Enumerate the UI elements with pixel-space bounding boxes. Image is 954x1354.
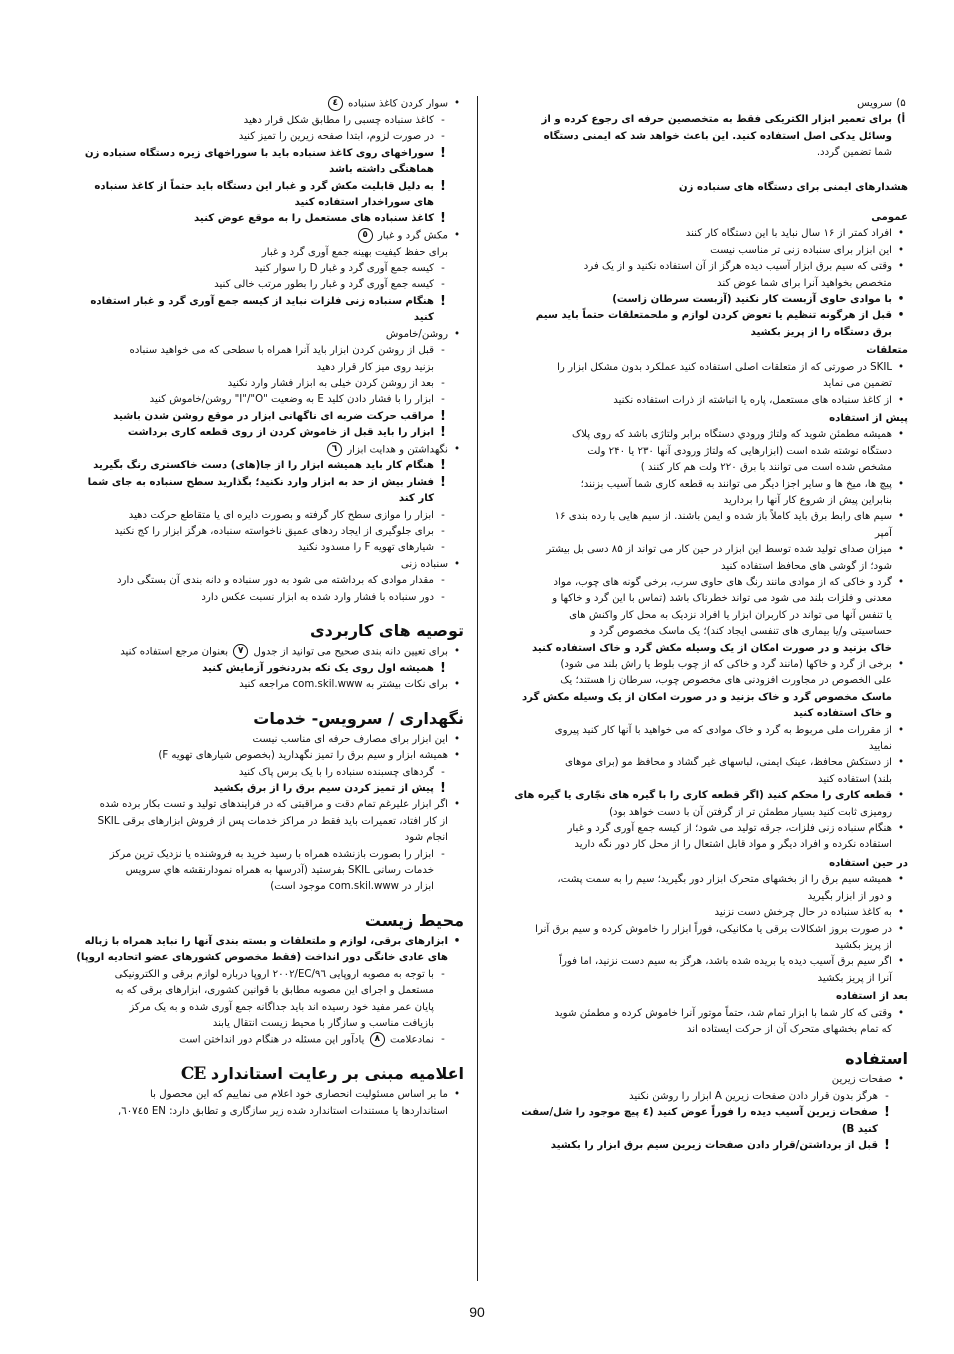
warning-icon: !	[884, 1105, 890, 1121]
warning-icon: !	[440, 178, 446, 194]
list-item: - ابزار را موازی سطح کار گرفته و بصورت دایره ای یا متقاطع حرکت دهید	[128, 509, 445, 521]
list-item: - ابزار را بصورت بازنشده همراه با رسید خرید به فروشنده یا نزدیک ترین مرکز	[109, 848, 445, 860]
figure-ref-icon: ٥	[358, 228, 373, 243]
list-item: • قطعه کاری را محکم کنید (اگر قطعه کاری را با گیره های نجّاری یا گیره های	[514, 790, 904, 802]
list-item: • برای تعیین دانه بندی صحیح می توانید از جدول ٧ بعنوان مرجع استفاده کنید	[120, 646, 460, 658]
after-use-heading: بعد از استفاده	[836, 991, 908, 1003]
service-item-a: أ) برای تعمیر ابزار الکتریکی فقط به متخصصین حرفه ای رجوع کرده و از	[541, 114, 906, 126]
list-item: • پیچ ها، میخ ها و سایر اجزا دیگر می توانند به قطعه کاری شما آسیب بزنند؛	[580, 478, 904, 490]
list-item: - برای جلوگیری از ایجاد ردهای عمیق ناخواسته سنباده، هرگز ابزار را کج نکنید	[114, 526, 445, 538]
sander-safety-heading: هشدارهای ایمنی برای دستگاه های سنباده زن	[678, 181, 908, 193]
warning-item: ! کاغذ سنباده های مستعمل را به موقع عوض کنید	[50, 211, 464, 227]
list-item: - شیارهای تهویه F را مسدود نکنید	[297, 542, 445, 554]
warning-icon: !	[440, 211, 446, 227]
list-item: • روشن/خاموش	[385, 328, 460, 340]
list-item: • مکش گرد و غبار ٥	[50, 228, 464, 245]
warning-item: ! فشار بیش از حد به ابزار وارد نکنید؛ بگذارید سطح سنباده به جای شما	[50, 475, 464, 491]
before-use-heading: پیش از استفاده	[829, 412, 908, 424]
usage-title: استفاده	[845, 1049, 908, 1069]
ce-declaration-title: اعلامیه مبنی بر رعایت استاندارد CE	[180, 1064, 464, 1085]
list-item: - قبل از روشن کردن ابزار باید آنرا همراه با سطحی که می خواهید سنباده	[129, 345, 445, 357]
warning-item: ! پیش از تمیز کردن سیم برق را از برق بکشید	[50, 781, 464, 797]
list-item: - نمادعلامت ٨ یادآور این مسئله در هنگام دور انداختن است	[179, 1034, 445, 1046]
accessories-heading: متعلقات	[866, 345, 908, 357]
warning-item: ! هنگام کار باید همیشه ابزار را از جا(های) دست خاکستری رنگ بگیرید	[50, 458, 464, 474]
list-item: - کاغذ سنباده چسبی را مطابق شکل قرار دهید	[243, 114, 445, 126]
general-heading: عمومی	[871, 212, 908, 224]
warning-icon: !	[440, 293, 446, 309]
tips-title: توصیه های کاربردی	[310, 621, 464, 641]
warning-icon: !	[440, 474, 446, 490]
list-item: - هرگز بدون قرار دادن صفحات زیرین A ابزار را روشن نکنید	[629, 1090, 889, 1102]
list-item: • وقتی که سیم برق ابزار آسیب دیده هرگز از آن استفاده نکنید و از یک فرد	[583, 261, 904, 273]
warning-item: ! صفحات زیرین آسیب دیده را فوراً عوض کنید (٤ پیچ موجود را شل/سفت	[488, 1105, 908, 1121]
list-item: • وقتی که کار شما با ابزار تمام شد، حتماً موتور آنرا خاموش کرده و مطمئن شوید	[554, 1007, 904, 1019]
warning-icon: !	[440, 145, 446, 161]
figure-ref-icon: ٧	[233, 644, 248, 659]
list-item: - دور سنباده با فشار وارد شده به ابزار نسبت عکس دارد	[201, 591, 445, 603]
warning-icon: !	[884, 1137, 890, 1153]
list-item: • همیشه مطمئن شوید که ولتاژ ورودي دستگاه برابر ولتاژی باشد که روی پلاک	[572, 429, 904, 441]
warning-item: ! مراقب حرکت ضربه ای ناگهانی ابزار در موقع روشن شدن باشید	[50, 409, 464, 425]
warning-icon: !	[440, 781, 446, 797]
warning-icon: !	[440, 408, 446, 424]
left-column: • سوار کردن کاغذ سنباده ٤ - کاغذ سنباده چسبی را مطابق شکل قرار دهید - در صورت لزوم، ابتدا صفحه زیرین را تمیز کنید ! سوراخهای روی کاغذ سنباده باید با سوراخهای زیره دستگاه سنباده زن هماهنگی داشته باشد ! به دلیل قابلیت مکش گرد و غبار این دستگاه باید حتماً از کاغذ سنباده های سوراخدار استفاده کنید ! کاغذ سنباده های مستعمل را به موقع عوض کنید • مکش گرد و غبار ٥ برای حفظ کیفیت بهینه جمع آوری گرد و غبار - کیسه جمع آوری گرد و غبار D را سوار کنید - کیسه جمع آوری گرد و غبار را بطور مرتب خالی کنید ! هنگام سنباده زنی فلزات نباید از کیسه جمع آوری گرد و غبار استفاده کنید • روشن/خاموش - قبل از روشن کردن ابزار باید آنرا همراه با سطحی که می خواهید سنباده بزنید روی میز کار قرار دهید - بعد از روشن کردن خیلی به ابزار فشار وارد نکنید - ابزار را با فشار دادن کلید E به وضعیت "I"/"O" روشن/خاموش کنید ! مراقب حرکت ضربه ای ناگهانی ابزار در موقع روشن شدن باشید ! ابزار را باید قبل از خاموش کردن از روی قطعه کاری برداشت • نگهداشتن و هدایت ابزار ٦ ! هنگام کار باید همیشه ابزار را از جا(های) دست خاکستری رنگ بگیرید ! فشار بیش از حد به ابزار وارد نکنید؛ بگذارید سطح سنباده به جای شما کار کند - ابزار را موازی سطح کار گرفته و بصورت دایره ای یا متقاطع حرکت دهید - برای جلوگیری از ایجاد ردهای عمیق ناخواسته سنباده، هرگز ابزار را کج نکنید - شیارهای تهویه F را مسدود نکنید • سنباده زنی - مقدار موادی که برداشته می شود به دور سنباده و دانه بندی آن بستگی دارد - دور سنباده با فشار وارد شده به ابزار نسبت عکس دارد توصیه های کاربردی • برای تعیین دانه بندی صحیح می توانید از جدول ٧ بعنوان مرجع استفاده کنید ! همیشه اول روی یک تکه بدردنخور آزمایش کنید • برای نکات بیشتر به com.skil.www مراجعه کنید نگهداری / سرویس- خدمات • این ابزار برای مصارف حرفه ای مناسب نیست • همیشه ابزار و سیم برق را تمیز نگهدارید (بخصوص شیارهای تهویه F) - گردهای چسبنده سنباده را با یک برس پاک کنید ! پیش از تمیز کردن سیم برق را از برق بکشید • اگر ابزار علیرغم تمام دقت و مراقبتی که در فرایندهای تولید و تست بکار برده شده از کار افتاد، تعمیرات باید فقط در مراکز خدمات پس از فروش ابزارهای برقی SKIL انجام شود - ابزار را بصورت بازنشده همراه با رسید خرید به فروشنده یا نزدیک ترین مرکز خدمات رسانی SKIL بفرستید (آدرسها به همراه نمودارنقشه هاي سرويس ابزار در com.skil.www موجود است) محیط زیست • ابزارهای برقی، لوازم و ملتعلقات و بسته بندی آنها را نباید همراه با زباله های عادی خانگی دور انداخت (فقط مخصوص کشورهای عضو اتحادیه اروپا) - با توجه به مصوبه اروپایی EC/۹٦/۲۰۰۲ اروپا درباره لوازم برقی و الکترونیکی مستعمل و اجرای این مصوبه مطابق با قوانین کشوری، ابزارهای برقی که به پایان عمر مفید خود رسیده اند باید جداگانه جمع آوری شده و به یک مرکز بازیافت مناسب و سازگار با محیط زیست انتقال یابند - نمادعلامت ٨ یادآور این مسئله در هنگام دور انداختن است اعلامیه مبنی بر رعایت استاندارد CE • ما بر اساس مسئولیت انحصاری خود اعلام می نماییم که این محصول با استانداردها یا مستندات استاندارد شده زیر سازگاری و تطابق دارد: EN ٦٠٧٤٥,	[50, 96, 464, 1120]
list-item: • سوار کردن کاغذ سنباده ٤	[50, 96, 464, 113]
list-item: • صفحات زیرین	[831, 1074, 904, 1086]
list-item: • با موادی حاوی آزبست کار نکنید (آزبست سرطان زاست)	[612, 294, 905, 306]
list-item: • گرد و خاکی که از موادی مانند رنگ های حاوی سرب، برخی گونه های چوب، مواد	[553, 576, 904, 588]
list-item: • سنباده زنی	[400, 558, 460, 570]
list-item: • ما بر اساس مسئولیت انحصاری خود اعلام می نماییم که این محصول با	[150, 1089, 460, 1101]
warning-item: ! به دلیل قابلیت مکش گرد و غبار این دستگاه باید حتماً از کاغذ سنباده	[50, 179, 464, 195]
list-item: • سیم های رابط برق باید کاملاً باز شده و ایمن باشند. از سیم هایی با رده بندی ۱۶	[554, 511, 904, 523]
column-divider	[477, 96, 478, 1281]
list-item: • به کاغذ سنباده در حال چرخش دست نزنید	[714, 907, 904, 919]
list-item: • از دستکش محافظ، عینک ایمنی، لباسهای غیر گشاد و محافظ مو (برای موهای	[564, 757, 904, 769]
environment-title: محیط زیست	[364, 910, 464, 930]
page-number: 90	[469, 1304, 485, 1320]
ce-mark-icon: CE	[180, 1064, 206, 1085]
warning-icon: !	[440, 425, 446, 441]
list-item: • افراد کمتر از ۱۶ سال نباید با این دستگاه کار کنند	[685, 228, 904, 240]
list-item: • این ابزار برای سنباده زنی تر مناسب نیست	[710, 244, 904, 256]
warning-icon: !	[440, 458, 446, 474]
warning-item: ! هنگام سنباده زنی فلزات نباید از کیسه جمع آوری گرد و غبار استفاده	[50, 294, 464, 310]
list-item: • هنگام سنباده زنی فلزات، جرقه تولید می شود؛ از کیسه جمع آوری گرد و غبار	[567, 823, 904, 835]
right-column: ۵) سرویس أ) برای تعمیر ابزار الکتریکی فقط به متخصصین حرفه ای رجوع کرده و از وسائل یدکی اصل استفاده کنید. این باعث خواهد شد که ایمنی دستگاه شما تضمین گردد. هشدارهای ایمنی برای دستگاه های سنباده زن عمومی • افراد کمتر از ۱۶ سال نباید با این دستگاه کار کنند • این ابزار برای سنباده زنی تر مناسب نیست • وقتی که سیم برق ابزار آسیب دیده هرگز از آن استفاده نکنید و از یک فرد متخصص بخواهید آنرا برای شما عوض کند • با موادی حاوی آزبست کار نکنید (آزبست سرطان زاست) • قبل از هرگونه تنظیم یا تعوض کردن لوازم و ملحمتعلقات حتماً باید سیم برق دستگاه را از پریز بکشید متعلقات • SKIL در صورتی که از متعلقات اصلی استفاده کنید عملکرد بدون مشکل ابزار را تضمین می نماید • از کاغذ سنباده های مستعمل، پاره یا انباشته از ذرات استفاده نکنید پیش از استفاده • همیشه مطمئن شوید که ولتاژ ورودي دستگاه برابر ولتاژی باشد که روی پلاک دستگاه نوشته شده است (ابزارهایی که ولتاژ ورودی آنها ۲۳۰ یا ۲۴۰ ولت مشخص شده است می توانند با برق ۲۲۰ ولت هم کار کنند ) • پیچ ها، میخ ها و سایر اجزا دیگر می توانند به قطعه کاری شما آسیب بزنند؛ بنابراین پیش از شروع کار آنها را بردارید • سیم های رابط برق باید کاملاً باز شده و ایمن باشند. از سیم هایی با رده بندی ۱۶ آمپر • میزان صدای تولید شده توسط این ابزار در حین کار می تواند از ۸۵ دسی بل بیشتر شود؛ از گوشی های محافظ استفاده کنید • گرد و خاکی که از موادی مانند رنگ های حاوی سرب، برخی گونه های چوب، مواد معدنی و فلزات بلند می شود می تواند خطرناک باشد (تماس با این گرد و خاکها و یا تنفس آنها می تواند در کاربران ابزار یا افراد نزدیک به محل کار واکنش های حساسیتی و/یا بیماری های تنفسی ایجاد کند)؛ یک ماسک مخصوص گرد و خاک بزنید و در صورت امکان از یک وسیله مکش گرد و خاک استفاده کنید • برخی از گرد و خاکها (مانند گرد و خاکی که از چوب بلوط یا راش بلند می شود) علی الخصوص در مجاورت افزودنی های مخصوص چوب، سرطان زا هستند؛ یک ماسک مخصوص گرد و خاک بزنید و در صورت امکان از یک وسیله مکش گرد و خاک استفاده کنید • از مقررات ملی مربوط به گرد و خاک موادی که می خواهید با آنها کار کنید پیروی نمایید • از دستکش محافظ، عینک ایمنی، لباسهای غیر گشاد و محافظ مو (برای موهای بلند) استفاده کنید • قطعه کاری را محکم کنید (اگر قطعه کاری را با گیره های نجّاری یا گیره های رومیزی ثابت کنید بسیار مطمئن تر از گرفتن آن با دست خواهد بود) • هنگام سنباده زنی فلزات، جرقه تولید می شود؛ از کیسه جمع آوری گرد و غبار استفاده نکرده و افراد دیگر و مواد قابل اشتعال را از محل کار دور نگه دارید در حین استفاده • همیشه سیم برق را از بخشهای متحرک ابزار دور بگیرید؛ سیم را به سمت پشت، و دور از ابزار بگیرید • به کاغذ سنباده در حال چرخش دست نزنید • در صورت بروز اشکالات برقی یا مکانیکی، فوراً ابزار را خاموش کرده و سیم برق آنرا از پریز بکشید • اگر سیم برق آسیب دیده یا بریده شده باشد، هرگز به سیم دست نزنید، اما فوراً آنرا از پریز بکشید بعد از استفاده • وقتی که کار شما با ابزار تمام شد، حتماً موتور آنرا خاموش کرده و مطمئن شوید که تمام بخشهای متحرک آن از حرکت ایستاده اند استفاده • صفحات زیرین - هرگز بدون قرار دادن صفحات زیرین A ابزار را روشن نکنید ! صفحات زیرین آسیب دیده را فوراً عوض کنید (٤ پیچ موجود را شل/سفت کنید B) ! قبل از برداشتن/قرار دادن صفحات زیرین سیم برق ابزار را بکشید	[488, 96, 908, 1154]
list-item: • قبل از هرگونه تنظیم یا تعوض کردن لوازم و ملحمتعلقات حتماً باید سیم	[535, 310, 905, 322]
list-item: - گردهای چسبنده سنباده را با یک برس پاک کنید	[238, 766, 445, 778]
maintenance-title: نگهداری / سرویس- خدمات	[253, 708, 464, 728]
list-item: • اگر ابزار علیرغم تمام دقت و مراقبتی که در فرایندهای تولید و تست بکار برده شده	[99, 799, 460, 811]
list-item: • این ابزار برای مصارف حرفه ای مناسب نیست	[252, 733, 460, 745]
during-use-heading: در حین استفاده	[829, 857, 908, 869]
list-item: • در صورت بروز اشکالات برقی یا مکانیکی، فوراً ابزار را خاموش کرده و سیم برق آنرا	[535, 923, 904, 935]
warning-item: ! سوراخهای روی کاغذ سنباده باید با سوراخهای زیره دستگاه سنباده زن	[50, 146, 464, 162]
figure-ref-icon: ٦	[327, 442, 342, 457]
list-item: - ابزار را با فشار دادن کلید E به وضعیت "I"/"O" روشن/خاموش کنید	[149, 394, 445, 406]
list-item: • برای نکات بیشتر به com.skil.www مراجعه کنید	[239, 679, 460, 691]
list-item: • نگهداشتن و هدایت ابزار ٦	[50, 442, 464, 459]
list-item: • میزان صدای تولید شده توسط این ابزار در حین کار می تواند از ۸۵ دسی بل بیشتر	[546, 544, 904, 556]
list-item: • از مقررات ملی مربوط به گرد و خاک موادی که می خواهید با آنها کار کنید پیروی	[554, 724, 904, 736]
list-item: • از کاغذ سنباده های مستعمل، پاره یا انباشته از ذرات استفاده نکنید	[613, 394, 904, 406]
list-item: - در صورت لزوم، ابتدا صفحه زیرین را تمیز کنید	[238, 131, 445, 143]
section-5-title: ۵) سرویس	[857, 98, 906, 109]
list-item: - بعد از روشن کردن خیلی به ابزار فشار وارد نکنید	[227, 377, 445, 389]
list-item: • SKIL در صورتی که از متعلقات اصلی استفاده کنید عملکرد بدون مشکل ابزار را	[557, 361, 904, 373]
list-item: • اگر سیم برق آسیب دیده یا بریده شده باشد، هرگز به سیم دست نزنید، اما فوراً	[559, 956, 904, 968]
list-item: • همیشه سیم برق را از بخشهای متحرک ابزار دور بگیرید؛ سیم را به سمت پشت،	[557, 874, 904, 886]
figure-ref-icon: ٤	[328, 96, 343, 111]
list-item: - کیسه جمع آوری گرد و غبار را بطور مرتب خالی کنید	[214, 279, 445, 291]
list-item: - کیسه جمع آوری گرد و غبار D را سوار کنید	[254, 263, 445, 275]
warning-item: ! قبل از برداشتن/قرار دادن صفحات زیرین سیم برق ابزار را بکشید	[488, 1138, 908, 1154]
warning-item: ! همیشه اول روی یک تکه بدردنخور آزمایش کنید	[50, 661, 464, 677]
list-item: • ابزارهای برقی، لوازم و ملتعلقات و بسته بندی آنها را نباید همراه با زباله	[84, 935, 461, 947]
figure-ref-icon: ٨	[370, 1032, 385, 1047]
list-item: • برخی از گرد و خاکها (مانند گرد و خاکی که از چوب بلوط یا راش بلند می شود)	[560, 659, 904, 670]
warning-item: ! ابزار را باید قبل از خاموش کردن از روی قطعه کاری برداشت	[50, 425, 464, 441]
warning-icon: !	[440, 661, 446, 676]
list-item: - مقدار موادی که برداشته می شود به دور سنباده و دانه بندی آن بستگی دارد	[117, 575, 445, 587]
list-item: • همیشه ابزار و سیم برق را تمیز نگهدارید (بخصوص شیارهای تهویه F)	[158, 750, 460, 762]
list-item: - با توجه به مصوبه اروپایی EC/۹٦/۲۰۰۲ اروپا درباره لوازم برقی و الکترونیکی	[114, 968, 445, 980]
